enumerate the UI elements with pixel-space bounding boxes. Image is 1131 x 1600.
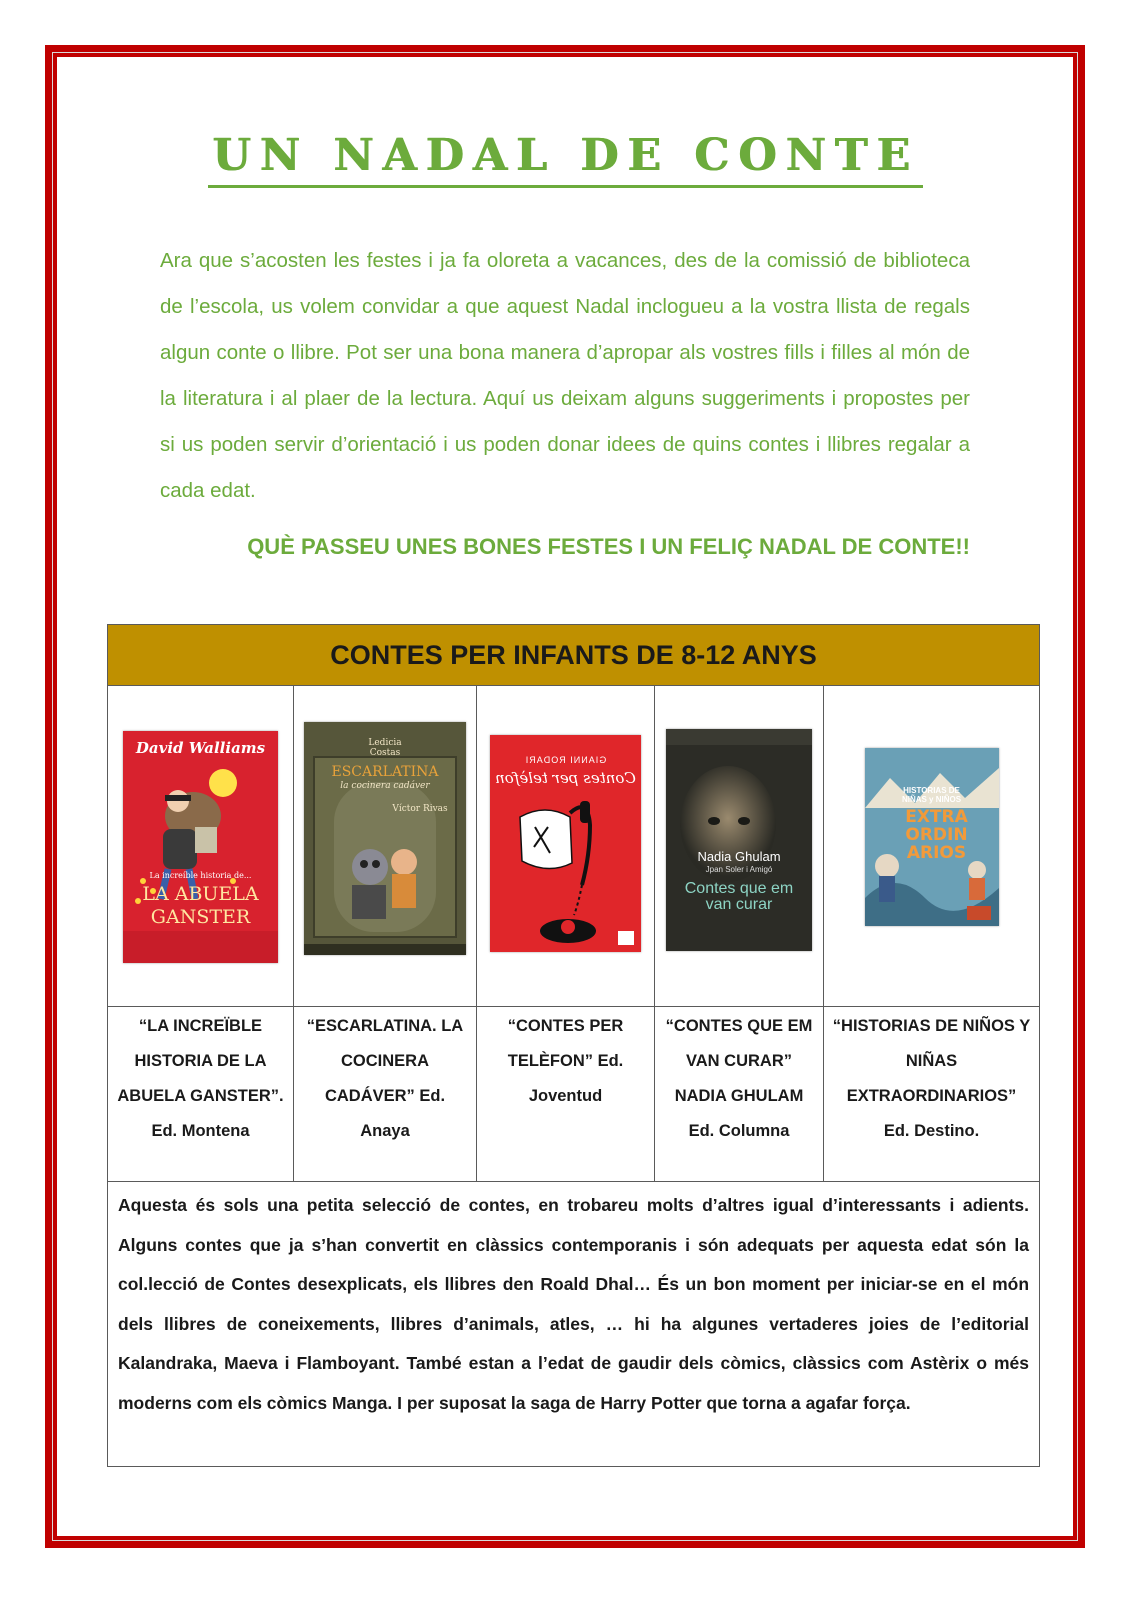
cover-cell — [655, 686, 824, 1007]
book-caption: “CONTES PER TELÈFON” Ed. Joventud — [477, 1007, 655, 1182]
cover-author: GIANNI RODARI — [524, 755, 607, 765]
book-cover-abuela-ganster — [123, 731, 278, 963]
caption-row — [108, 1007, 1040, 1182]
book-cover-contes-per-telefon — [490, 735, 641, 952]
book-cover-escarlatina — [304, 722, 466, 955]
cover-author: David Walliams — [135, 738, 266, 757]
book-caption: “ESCARLATINA. LA COCINERA CADÁVER” Ed. Anaya — [294, 1007, 477, 1182]
cover-cell — [294, 686, 477, 1007]
table-header: CONTES PER INFANTS DE 8-12 ANYS — [108, 625, 1040, 686]
cover-title-top: HISTORIAS DE NIÑAS y NIÑOS — [901, 785, 962, 804]
book-caption: “CONTES QUE EM VAN CURAR” NADIA GHULAM Ed. Columna — [655, 1007, 824, 1182]
cover-title: EXTRA ORDIN ARIOS — [905, 806, 968, 863]
cover-subtitle: La increíble historia de... — [149, 870, 252, 880]
holiday-wish: QUÈ PASSEU UNES BONES FESTES I UN FELIÇ NADAL DE CONTE!! — [247, 534, 970, 559]
intro-paragraph: Ara que s’acosten les festes i ja fa oloreta a vacances, des de la comissió de biblioteca de l’escola, us volem convidar a que aquest Nadal inclogueu a la vostra llista de regals algun conte o llibre. Pot ser una bona manera d’apropar als vostres fills i filles al món de la literatura i al plaer de la lectura. Aquí us deixam alguns suggeriments i propostes per si us poden servir d’orientació i us poden donar idees de quins contes i llibres regalar a cada edat. — [160, 249, 970, 502]
table-footer-note: Aquesta és sols una petita selecció de contes, en trobareu molts d’altres igual d’interessants i adients. Alguns contes que ja s’han convertit en clàssics contemporanis i són adequats per aquesta edat són la col.lecció de Contes desexplicats, els llibres den Roald Dhal… És un bon moment per iniciar-se en el món dels llibres de coneixements, llibres d’animals, atles, … hi ha algunes vertaderes joies de l’editorial Kalandraka, Maeva i Flamboyant. També estan a l’edat de gaudir dels còmics, clàssics com Astèrix o més moderns com els còmics Manga. I per suposat la saga de Harry Potter que torna a agafar força. — [108, 1182, 1040, 1467]
cover-author: Nadia Ghulam — [697, 848, 781, 864]
cover-coauthor: Jpan Soler i Amigó — [705, 864, 773, 874]
cover-title: ESCARLATINA — [331, 764, 439, 780]
cover-author: Ledicia Costas — [368, 738, 402, 758]
book-caption: “LA INCREÏBLE HISTORIA DE LA ABUELA GANSTER”. Ed. Montena — [108, 1007, 294, 1182]
book-cover-historias-extraordinarios — [865, 748, 999, 926]
cover-subtitle: la cocinera cadáver — [340, 781, 430, 791]
cover-cell — [824, 686, 1040, 1007]
cover-row — [108, 686, 1040, 1007]
book-cover-contes-que-em-van-curar — [666, 729, 812, 951]
cover-illustration — [666, 729, 812, 951]
cover-title: LA ABUELA GANSTER — [142, 882, 259, 928]
book-caption: “HISTORIAS DE NIÑOS Y NIÑAS EXTRAORDINARIOS” Ed. Destino. — [824, 1007, 1040, 1182]
book-table — [107, 624, 1040, 1467]
cover-cell — [477, 686, 655, 1007]
cover-illustration — [490, 735, 641, 952]
cover-title: Contes per telèfon — [495, 769, 636, 787]
cover-illustrator: Víctor Rivas — [392, 804, 448, 814]
cover-title: Contes que em van curar — [684, 879, 794, 913]
cover-cell — [108, 686, 294, 1007]
page-title: UN NADAL DE CONTE — [0, 130, 1131, 181]
